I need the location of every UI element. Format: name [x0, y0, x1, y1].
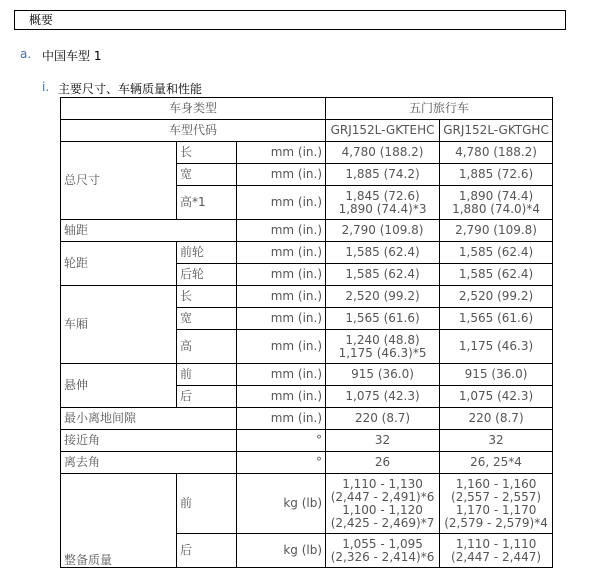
unit-cell: mm (in.) [237, 364, 326, 386]
unit-cell: mm (in.) [237, 242, 326, 264]
value-line: 1,175 (46.3)*5 [338, 345, 427, 360]
table-row [61, 452, 553, 474]
table-row [61, 474, 553, 534]
table-row [61, 220, 553, 242]
cabin-label: 车厢 [61, 286, 177, 364]
value-line: (2,557 - 2,557) [451, 489, 542, 504]
table-row [61, 430, 553, 452]
value-cell: 1,585 (62.4) [326, 242, 440, 264]
value-cell: 1,585 (62.4) [440, 242, 553, 264]
value-line: (2,326 - 2,414)*6 [330, 549, 435, 564]
value-cell: 1,585 (62.4) [326, 264, 440, 286]
tread-rear-label: 后轮 [177, 264, 237, 286]
value-line: 1,890 (74.4)*3 [338, 201, 427, 216]
value-cell: 1,565 (61.6) [326, 308, 440, 330]
unit-cell: mm (in.) [237, 286, 326, 308]
value-cell: 2,520 (99.2) [440, 286, 553, 308]
curb-weight-label: 整备质量 [61, 474, 177, 568]
value-cell: 1,565 (61.6) [440, 308, 553, 330]
value-cell [440, 474, 553, 534]
value-line: 1,055 - 1,095 [342, 536, 423, 551]
value-cell [326, 186, 440, 220]
table-row [61, 242, 553, 264]
overhang-rear-label: 后 [177, 386, 237, 408]
value-line: 1,845 (72.6) [345, 188, 420, 203]
table-row [61, 364, 553, 386]
value-cell: 4,780 (188.2) [440, 142, 553, 164]
unit-cell: mm (in.) [237, 264, 326, 286]
value-line: 1,890 (74.4) [458, 188, 534, 203]
value-cell [440, 534, 553, 568]
value-line: 1,110 - 1,110 [455, 536, 537, 551]
value-cell: 1,175 (46.3) [440, 330, 553, 364]
value-cell [326, 534, 440, 568]
value-cell: 32 [326, 430, 440, 452]
unit-cell: mm (in.) [237, 164, 326, 186]
value-cell: 220 (8.7) [326, 408, 440, 430]
value-cell: 1,585 (62.4) [440, 264, 553, 286]
value-cell: 1,075 (42.3) [440, 386, 553, 408]
overhang-label: 悬伸 [61, 364, 177, 408]
overall-size-label: 总尺寸 [61, 142, 177, 220]
value-line: (2,447 - 2,447) [451, 549, 542, 564]
value-cell: 32 [440, 430, 553, 452]
list-item-a [20, 47, 102, 63]
value-cell: 915 (36.0) [326, 364, 440, 386]
unit-cell: ° [237, 452, 326, 474]
model-code-2: GRJ152L-GKTGHC [440, 120, 553, 142]
ground-clearance-label: 最小离地间隙 [61, 408, 237, 430]
spec-table [60, 97, 553, 568]
value-line: 1,160 - 1,160 [455, 476, 537, 491]
section-title-bar [14, 10, 566, 30]
wheelbase-label: 轴距 [61, 220, 237, 242]
unit-cell: mm (in.) [237, 186, 326, 220]
value-line: (2,425 - 2,469)*7 [330, 515, 435, 530]
overhang-front-label: 前 [177, 364, 237, 386]
unit-cell: mm (in.) [237, 142, 326, 164]
value-cell: 2,790 (109.8) [440, 220, 553, 242]
value-cell: 220 (8.7) [440, 408, 553, 430]
table-row-model-code [61, 120, 553, 142]
value-cell: 915 (36.0) [440, 364, 553, 386]
curb-weight-rear-label: 后 [177, 534, 237, 568]
departure-angle-label: 离去角 [61, 452, 237, 474]
unit-cell: mm (in.) [237, 386, 326, 408]
unit-cell: kg (lb) [237, 474, 326, 534]
model-code-label: 车型代码 [61, 120, 326, 142]
table-row [61, 142, 553, 164]
value-cell: 2,520 (99.2) [326, 286, 440, 308]
value-cell: 1,885 (74.2) [326, 164, 440, 186]
unit-cell: mm (in.) [237, 220, 326, 242]
curb-weight-front-label: 前 [177, 474, 237, 534]
value-cell: 26 [326, 452, 440, 474]
value-line: 1,170 - 1,170 [455, 502, 537, 517]
list-item-i-text: 主要尺寸、车辆质量和性能 [58, 82, 203, 96]
overall-width-label: 宽 [177, 164, 237, 186]
value-line: (2,447 - 2,491)*6 [330, 489, 435, 504]
body-type-label: 车身类型 [61, 98, 326, 120]
table-row [61, 286, 553, 308]
value-line: 1,880 (74.0)*4 [452, 201, 540, 216]
value-line: 1,110 - 1,130 [342, 476, 423, 491]
cabin-width-label: 宽 [177, 308, 237, 330]
table-row-body-type [61, 98, 553, 120]
value-cell [326, 330, 440, 364]
overall-length-label: 长 [177, 142, 237, 164]
value-cell [440, 186, 553, 220]
model-code-1: GRJ152L-GKTEHC [326, 120, 440, 142]
tread-label: 轮距 [61, 242, 177, 286]
unit-cell: mm (in.) [237, 408, 326, 430]
value-cell: 2,790 (109.8) [326, 220, 440, 242]
unit-cell: mm (in.) [237, 308, 326, 330]
value-cell: 1,885 (72.6) [440, 164, 553, 186]
value-cell: 1,075 (42.3) [326, 386, 440, 408]
value-cell: 4,780 (188.2) [326, 142, 440, 164]
value-cell [326, 474, 440, 534]
value-line: (2,579 - 2,579)*4 [444, 515, 548, 530]
list-item-a-text: 中国车型 1 [42, 49, 102, 63]
tread-front-label: 前轮 [177, 242, 237, 264]
approach-angle-label: 接近角 [61, 430, 237, 452]
value-cell: 26, 25*4 [440, 452, 553, 474]
cabin-height-label: 高 [177, 330, 237, 364]
body-type-value: 五门旅行车 [326, 98, 553, 120]
unit-cell: kg (lb) [237, 534, 326, 568]
table-row [61, 408, 553, 430]
value-line: 1,240 (48.8) [345, 332, 420, 347]
value-line: 1,100 - 1,120 [342, 502, 423, 517]
cabin-length-label: 长 [177, 286, 237, 308]
list-marker-a: a. [20, 47, 32, 61]
section-title: 概要 [29, 13, 54, 27]
list-item-i [42, 80, 203, 96]
unit-cell: mm (in.) [237, 330, 326, 364]
unit-cell: ° [237, 430, 326, 452]
list-marker-i: i. [42, 80, 50, 94]
overall-height-label: 高*1 [177, 186, 237, 220]
